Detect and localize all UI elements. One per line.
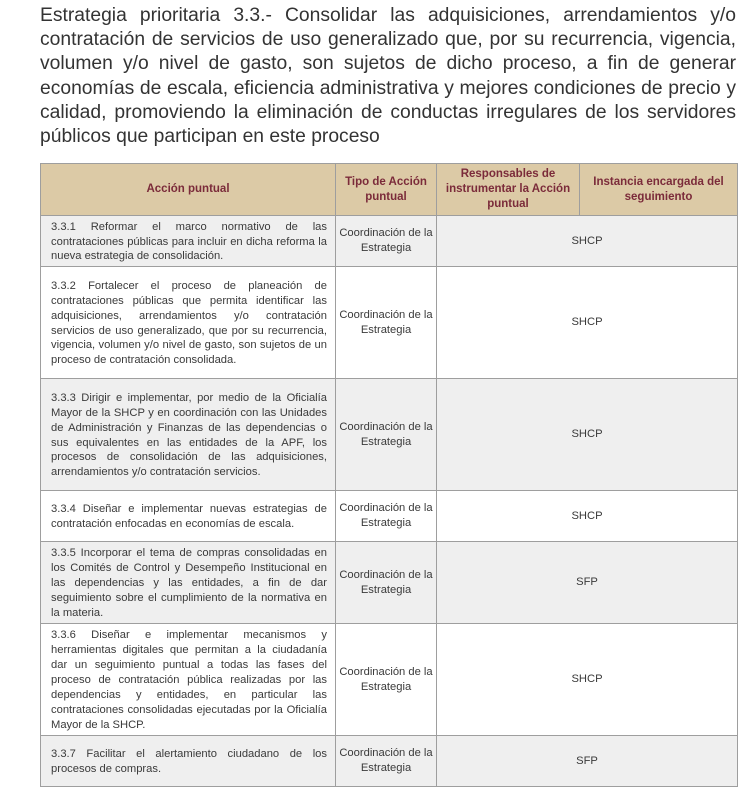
accion-cell: 3.3.4 Diseñar e implementar nuevas estrategias de contratación enfocadas en economías de escala. [41,491,336,542]
header-accion: Acción puntual [41,164,336,216]
responsable-cell: SHCP [437,491,738,542]
tipo-cell: Coordinación de la Estrategia [336,542,437,624]
table-row [41,216,738,267]
tipo-cell: Coordinación de la Estrategia [336,736,437,787]
tipo-cell: Coordinación de la Estrategia [336,379,437,491]
accion-cell: 3.3.3 Dirigir e implementar, por medio de la Oficialía Mayor de la SHCP y en coordinación con las Unidades de Administración y Finanzas de las dependencias o sus equivalentes en las entidades de la APF, los procesos de consolidación de las adquisiciones, arrendamientos y/o contratación servicios. [41,379,336,491]
responsable-cell: SHCP [437,267,738,379]
header-tipo: Tipo de Acción puntual [336,164,437,216]
table-row [41,379,738,491]
header-responsables: Responsables de instrumentar la Acción puntual [437,164,580,216]
table-row [41,491,738,542]
strategy-heading: Estrategia prioritaria 3.3.- Consolidar las adquisiciones, arrendamientos y/o contratación de servicios de uso generalizado que, por su recurrencia, vigencia, volumen y/o nivel de gasto, son sujetos de dicho proceso, a fin de generar economías de escala, eficiencia administrativa y mejores condiciones de precio y calidad, promoviendo la eliminación de conductas irregulares de los servidores públicos que participan en este proceso [40,5,736,148]
accion-cell: 3.3.6 Diseñar e implementar mecanismos y herramientas digitales que permitan a la ciudadanía dar un seguimiento puntual a todas las fases del proceso de contratación pública realizadas por las dependencias y entidades, en particular las contrataciones consolidadas ejecutadas por la Oficialía Mayor de la SHCP. [41,624,336,736]
accion-cell: 3.3.5 Incorporar el tema de compras consolidadas en los Comités de Control y Desempeño Institucional en las dependencias y las entidades, a fin de dar seguimiento sobre el cumplimiento de la normativa en la materia. [41,542,336,624]
header-instancia: Instancia encargada del seguimiento [580,164,738,216]
accion-cell: 3.3.1 Reformar el marco normativo de las contrataciones públicas para incluir en dicha reforma la nueva estrategia de consolidación. [41,216,336,267]
responsable-cell: SHCP [437,216,738,267]
responsable-cell: SFP [437,736,738,787]
accion-cell: 3.3.7 Facilitar el alertamiento ciudadano de los procesos de compras. [41,736,336,787]
tipo-cell: Coordinación de la Estrategia [336,491,437,542]
responsable-cell: SHCP [437,379,738,491]
table-row [41,624,738,736]
responsable-cell: SFP [437,542,738,624]
table-row [41,542,738,624]
tipo-cell: Coordinación de la Estrategia [336,267,437,379]
table-row [41,267,738,379]
table-row [41,736,738,787]
tipo-cell: Coordinación de la Estrategia [336,216,437,267]
accion-cell: 3.3.2 Fortalecer el proceso de planeación de contrataciones públicas que permita identificar las adquisiciones, arrendamientos y/o contratación servicios de uso generalizado, que por su recurrencia, vigencia, volumen y/o nivel de gasto, son sujetos de un proceso de contratación consolidada. [41,267,336,379]
responsable-cell: SHCP [437,624,738,736]
tipo-cell: Coordinación de la Estrategia [336,624,437,736]
table-header-row [41,164,738,216]
action-table [40,163,738,787]
